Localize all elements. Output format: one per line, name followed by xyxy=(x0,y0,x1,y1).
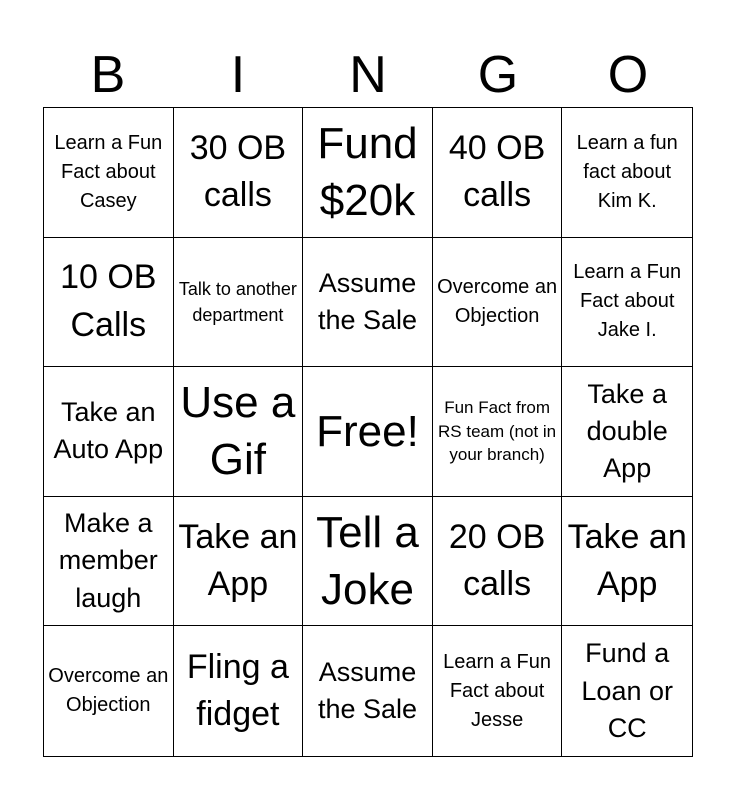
bingo-cell-o1[interactable] xyxy=(562,108,692,238)
cell-text: 20 OB calls xyxy=(448,517,546,604)
bingo-board xyxy=(43,107,693,757)
cell-text: Overcome an Objection xyxy=(48,665,169,717)
bingo-cell-n1[interactable] xyxy=(303,108,433,238)
header-letter-b: B xyxy=(90,46,126,104)
bingo-cell-i1[interactable] xyxy=(174,108,304,238)
bingo-cell-i5[interactable] xyxy=(174,626,304,756)
cell-text: Use a Gif xyxy=(180,378,296,485)
bingo-cell-n2[interactable] xyxy=(303,238,433,368)
cell-text: Fund a Loan or CC xyxy=(581,638,673,743)
bingo-cell-i3[interactable] xyxy=(174,367,304,497)
bingo-cell-n5[interactable] xyxy=(303,626,433,756)
cell-text: Assume the Sale xyxy=(317,267,418,335)
cell-text: Assume the Sale xyxy=(317,656,418,725)
header-letter-i: I xyxy=(230,46,246,104)
header-letter-o: O xyxy=(607,46,649,104)
cell-text: 40 OB calls xyxy=(448,128,546,215)
bingo-cell-o3[interactable] xyxy=(562,367,692,497)
bingo-cell-o5[interactable] xyxy=(562,626,692,756)
bingo-cell-o4[interactable] xyxy=(562,497,692,627)
bingo-cell-i2[interactable] xyxy=(174,238,304,368)
bingo-cell-g3[interactable] xyxy=(433,367,563,497)
bingo-cell-i4[interactable] xyxy=(174,497,304,627)
cell-text: Make a member laugh xyxy=(58,508,158,613)
bingo-cell-g1[interactable] xyxy=(433,108,563,238)
cell-text: Fund $20k xyxy=(317,119,418,226)
cell-text: Learn a Fun Fact about Jesse xyxy=(443,650,552,731)
cell-text: Overcome an Objection xyxy=(437,275,558,327)
bingo-cell-g5[interactable] xyxy=(433,626,563,756)
cell-text: Fling a fidget xyxy=(186,647,289,734)
cell-text: 30 OB calls xyxy=(189,128,287,215)
header-letter-g: G xyxy=(477,46,519,104)
cell-text: 10 OB Calls xyxy=(60,258,157,344)
cell-text: Take a double App xyxy=(586,378,668,484)
bingo-cell-g4[interactable] xyxy=(433,497,563,627)
bingo-cell-o2[interactable] xyxy=(562,238,692,368)
bingo-cell-b4[interactable] xyxy=(44,497,174,627)
bingo-cell-n4[interactable] xyxy=(303,497,433,627)
header-letter-n: N xyxy=(349,46,387,104)
cell-text: Take an App xyxy=(567,517,687,604)
bingo-cell-b1[interactable] xyxy=(44,108,174,238)
cell-text: Learn a Fun Fact about Casey xyxy=(54,131,163,212)
cell-text: Fun Fact from RS team (not in your branch) xyxy=(438,397,557,465)
cell-text: Talk to another department xyxy=(178,278,297,325)
bingo-cell-b5[interactable] xyxy=(44,626,174,756)
cell-text: Take an Auto App xyxy=(53,397,164,465)
bingo-cell-free[interactable] xyxy=(303,367,433,497)
cell-text: Learn a fun fact about Kim K. xyxy=(576,131,678,212)
cell-text: Tell a Joke xyxy=(316,507,419,615)
cell-text: Take an App xyxy=(178,517,298,604)
bingo-cell-b2[interactable] xyxy=(44,238,174,368)
bingo-header xyxy=(43,44,693,106)
cell-text: Learn a Fun Fact about Jake I. xyxy=(573,261,682,342)
cell-text: Free! xyxy=(316,406,419,456)
bingo-cell-b3[interactable] xyxy=(44,367,174,497)
bingo-cell-g2[interactable] xyxy=(433,238,563,368)
